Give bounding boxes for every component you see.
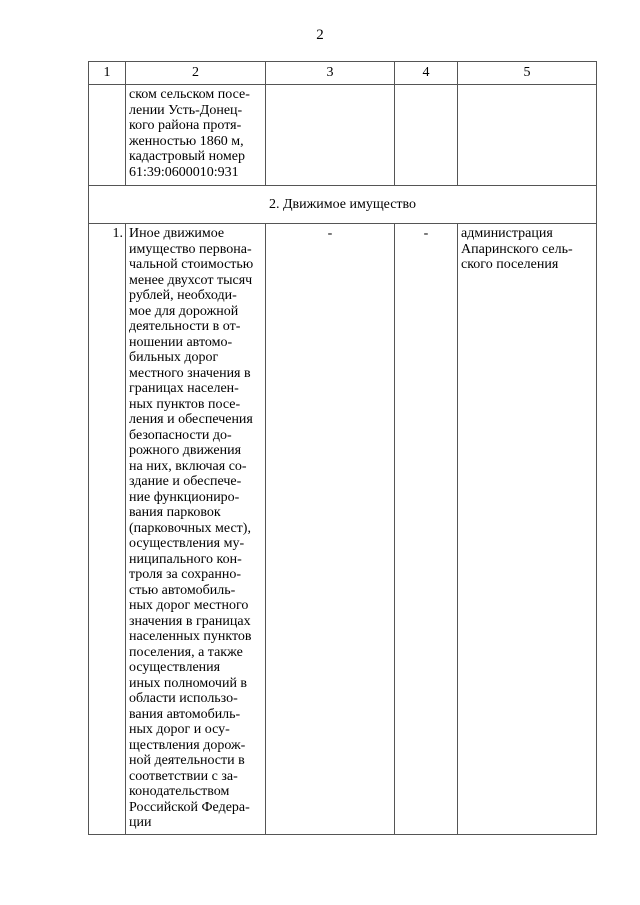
continuation-col-1 [89,85,126,186]
header-col-5: 5 [458,62,597,85]
text-line: Иное движимое [129,226,225,241]
header-col-3: 3 [266,62,395,85]
text-line: соответствии с за- [129,768,238,784]
header-col-1: 1 [89,62,126,85]
text-line: ниципального кон- [129,551,242,567]
text-line: здание и обеспече- [129,474,242,489]
section-row [89,186,597,224]
text-line: ных пунктов посе- [129,396,241,412]
text-line: стью автомобиль- [129,582,236,598]
text-line: поселения, а также [129,644,243,660]
text-line: ления и обеспечения [129,412,253,427]
text-line: иных полномочий в [129,675,248,691]
text-line: (парковочных мест), [129,520,251,536]
text-line: осуществления му- [129,536,245,551]
text-line: кадастровый номер [129,149,245,164]
table-row-continuation [89,85,597,186]
text-line: осуществления [129,660,221,675]
section-title: 2. Движимое имущество [89,186,597,224]
text-line: ние функциониро- [129,489,240,505]
text-line: ского поселения [461,257,559,272]
item-number: 1. [89,224,126,835]
text-line: ных дорог местного [129,598,249,613]
text-line: ной деятельности в [129,753,245,768]
text-line: деятельности в от- [129,319,241,334]
text-line: Российской Федера- [129,799,250,815]
text-line: ществления дорож- [129,737,246,753]
continuation-description [126,85,266,186]
continuation-col-3 [266,85,395,186]
text-line: области использо- [129,691,238,706]
text-line: рублей, необходи- [129,288,237,303]
text-line: на них, включая со- [129,458,247,474]
text-line: мое для дорожной [129,303,239,319]
text-line: вания автомобиль- [129,706,241,722]
text-line: ношении автомо- [129,334,233,350]
text-line: границах населен- [129,381,239,396]
text-line: менее двухсот тысяч [129,272,253,288]
text-line: местного значения в [129,365,251,381]
text-line: троля за сохранно- [129,567,241,582]
continuation-col-4 [395,85,458,186]
text-line: женностью 1860 м, [129,133,244,149]
text-line: 61:39:0600010:931 [129,164,239,180]
text-line: конодательством [129,784,230,799]
text-line: безопасности до- [129,427,232,443]
text-line: ных дорог и осу- [129,722,230,737]
header-col-4: 4 [395,62,458,85]
text-line: ском сельском посе- [129,87,250,102]
continuation-col-5 [458,85,597,186]
text-line: вания парковок [129,505,221,520]
text-line: имущество первона- [129,241,252,257]
text-line: чальной стоимостью [129,257,254,272]
header-col-2: 2 [126,62,266,85]
text-line: администрация [461,226,553,241]
text-line: Апаринского сель- [461,241,573,257]
text-line: населенных пунктов [129,629,252,644]
text-line: кого района протя- [129,118,242,133]
page-number: 2 [316,27,324,43]
table-row-item-1 [89,224,597,835]
text-line: бильных дорог [129,350,219,365]
text-line: лении Усть-Донец- [129,102,243,118]
text-line: значения в границах [129,613,251,629]
item-col-3: - [266,224,395,835]
item-description [126,224,266,835]
item-col-4: - [395,224,458,835]
table-header-row [89,62,597,85]
item-holder [458,224,597,835]
text-line: ции [129,815,152,830]
property-table [88,61,597,835]
text-line: рожного движения [129,443,242,458]
